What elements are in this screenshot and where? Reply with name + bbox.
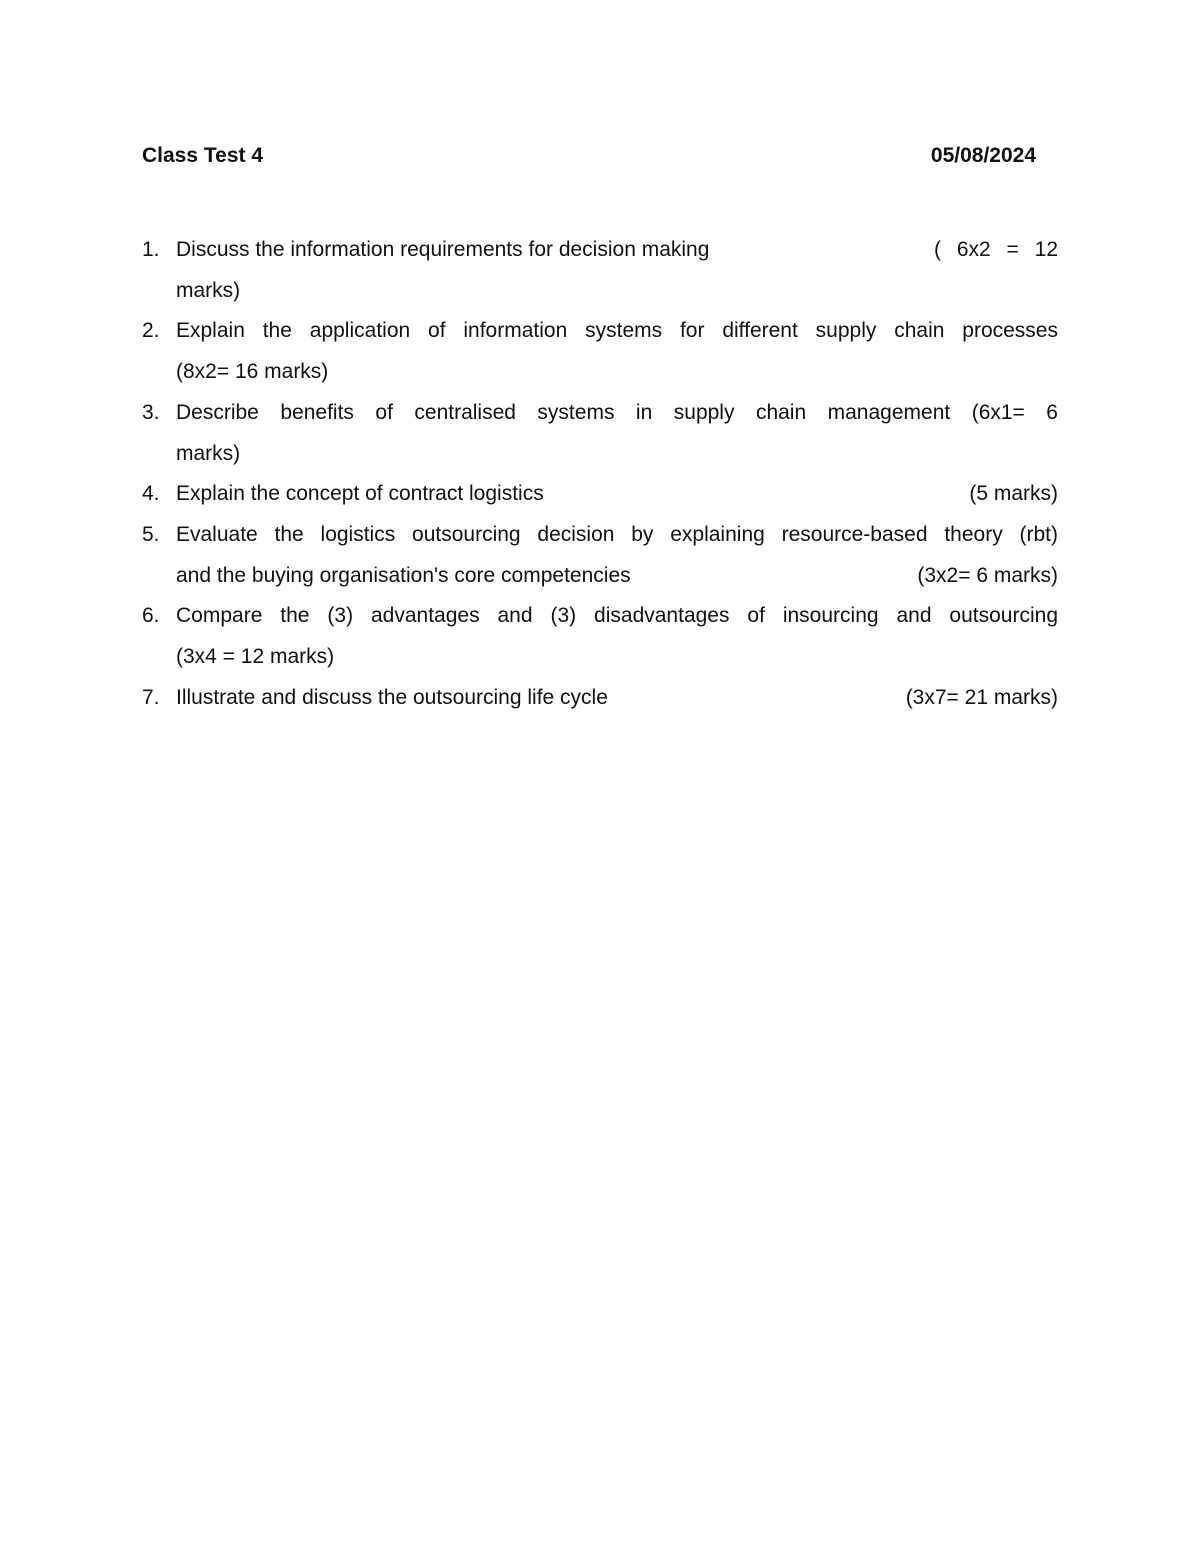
question-3 [142, 393, 1058, 474]
test-title: Class Test 4 [142, 144, 264, 167]
question-text: Explain the concept of contract logistics [176, 482, 544, 506]
question-marks: (3x2= 6 marks) [917, 563, 1058, 587]
question-number: 2. [142, 319, 160, 343]
question-5 [142, 515, 1058, 596]
question-6 [142, 596, 1058, 677]
question-7 [142, 678, 1058, 719]
question-line [176, 556, 1058, 597]
question-4 [142, 474, 1058, 515]
question-marks: ( 6x2 = 12 [934, 238, 1058, 261]
question-marks: (8x2= 16 marks) [176, 360, 329, 384]
question-line [176, 271, 1058, 312]
question-number: 7. [142, 685, 160, 709]
question-line [176, 678, 1058, 719]
question-1 [142, 230, 1058, 311]
document-header [142, 142, 1036, 170]
question-list [142, 230, 1058, 718]
question-2 [142, 311, 1058, 392]
question-text: Describe benefits of centralised systems in supply chain management (6x1= 6 [176, 400, 1058, 424]
question-line [176, 230, 1058, 271]
question-marks: (3x4 = 12 marks) [176, 645, 335, 669]
question-number: 3. [142, 400, 160, 424]
question-number: 4. [142, 482, 160, 506]
question-text: Discuss the information requirements for decision making [176, 238, 710, 261]
question-text: Explain the application of information systems for different supply chain processes [176, 319, 1058, 343]
question-number: 5. [142, 522, 160, 546]
question-text: Compare the (3) advantages and (3) disadvantages of insourcing and outsourcing [176, 604, 1058, 628]
test-date: 05/08/2024 [930, 144, 1036, 167]
question-marks: (3x7= 21 marks) [905, 685, 1058, 709]
question-number: 6. [142, 604, 160, 628]
question-text: Evaluate the logistics outsourcing decision by explaining resource-based theory (rbt) [176, 522, 1058, 546]
question-number: 1. [142, 238, 160, 261]
question-marks-continued: marks) [176, 441, 241, 465]
question-text: Illustrate and discuss the outsourcing life cycle [176, 685, 608, 709]
question-marks-continued: marks) [176, 278, 241, 302]
question-text-continued: and the buying organisation's core competencies [176, 563, 631, 587]
question-line [176, 474, 1058, 515]
question-marks: (5 marks) [969, 482, 1058, 506]
